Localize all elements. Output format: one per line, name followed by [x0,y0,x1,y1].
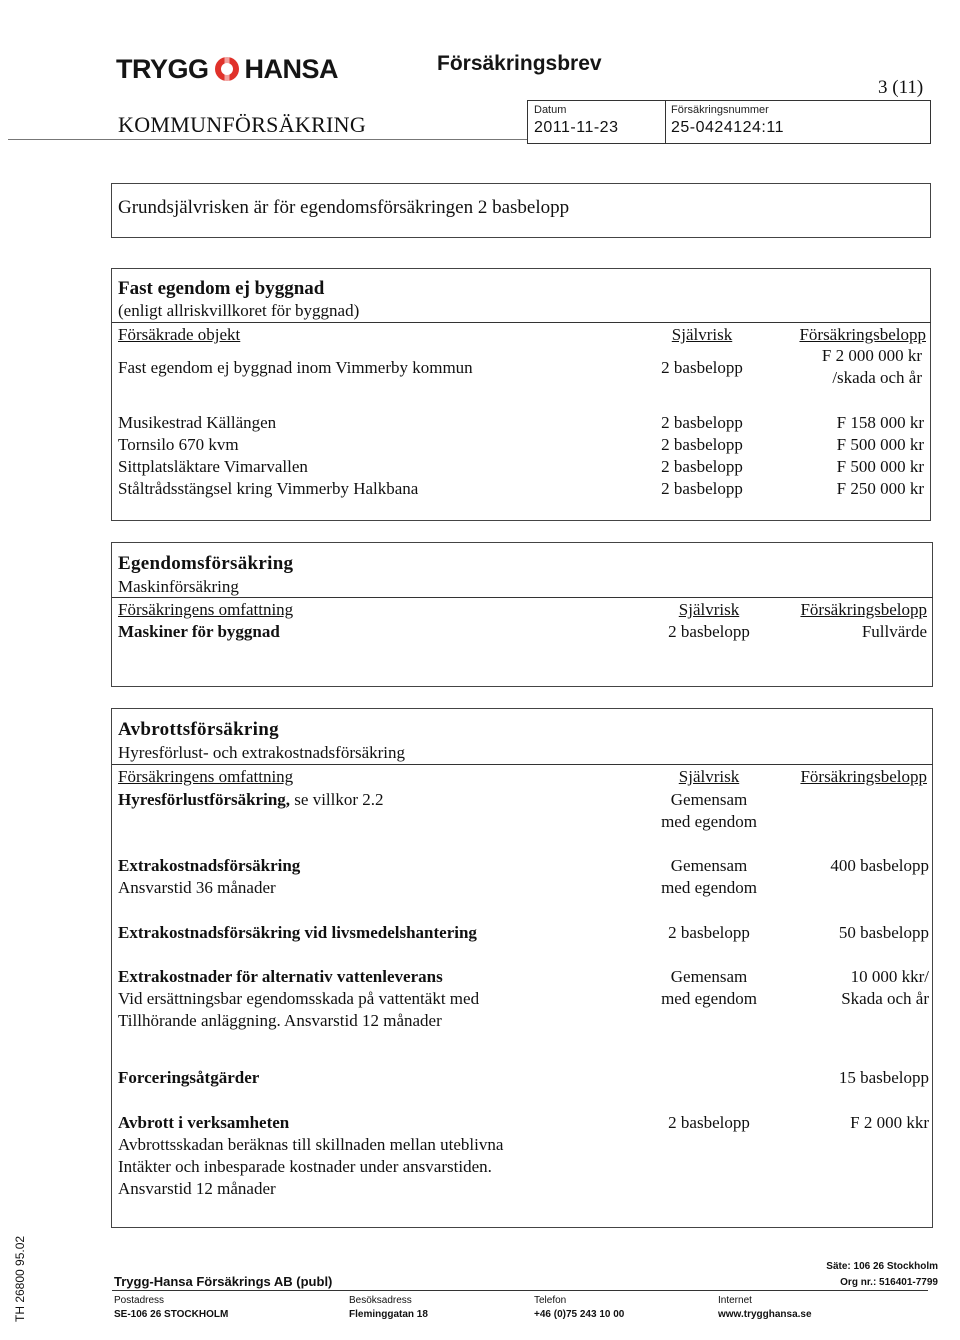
extra-cost-food-deductible: 2 basbelopp [668,923,750,942]
property-section [111,268,931,521]
footer-postal-label: Postadress [114,1295,165,1306]
machinery-row-amount: Fullvärde [861,622,927,641]
col-header-amount: Försäkringsbelopp [800,600,927,619]
footer-org-nr: Org nr.: 516401-7799 [840,1277,938,1288]
section-title: Avbrottsförsäkring [118,719,279,740]
footer-rule [112,1290,928,1291]
section-subtitle: Maskinförsäkring [118,577,239,596]
form-code: TH 26800 95.02 [13,1235,27,1322]
col-header-scope: Försäkringens omfattning [118,600,294,619]
machinery-row-label: Maskiner för byggnad [118,622,280,641]
section-rule [112,322,931,323]
deductible-note-box [111,183,931,238]
item-deductible: 2 basbelopp [661,479,743,498]
item-label: Tornsilo 670 kvm [118,435,239,454]
item-label: Ståltrådsstängsel kring Vimmerby Halkbana [118,479,419,498]
header-rule [8,139,528,140]
footer-company: Trygg-Hansa Försäkrings AB (publ) [114,1274,333,1289]
water-supply-line-1: Vid ersättningsbar egendomsskada på vattentäkt med [118,989,480,1008]
section-title: Egendomsförsäkring [118,553,294,574]
item-deductible: 2 basbelopp [661,435,743,454]
footer-phone-label: Telefon [534,1295,567,1306]
document-title: Försäkringsbrev [437,52,602,75]
extra-cost-food-label: Extrakostnadsförsäkring vid livsmedelshantering [118,923,477,942]
business-interruption-line-1: Avbrottsskadan beräknas till skillnaden mellan uteblivna [118,1135,504,1154]
trygg-hansa-logo [116,52,338,86]
water-supply-deductible-1: Gemensam [670,967,748,986]
rent-loss-deductible-1: Gemensam [670,790,748,809]
water-supply-amount-2: Skada och år [841,989,929,1008]
insurance-type: KOMMUNFÖRSÄKRING [118,112,367,137]
rent-loss-deductible-2: med egendom [661,812,757,831]
section-title: Fast egendom ej byggnad [118,278,325,299]
item-amount: F 500 000 kr [836,457,924,476]
col-header-amount: Försäkringsbelopp [800,767,927,786]
extra-cost-label: Extrakostnadsförsäkring [118,856,301,875]
footer-visit-label: Besöksadress [349,1295,412,1306]
footer-visit-value: Fleminggatan 18 [349,1309,428,1320]
extra-cost-sub: Ansvarstid 36 månader [118,878,276,897]
item-label: Musikestrad Källängen [118,413,277,432]
col-header-deductible: Självrisk [678,600,740,619]
section-rule [112,764,933,765]
business-interruption-label: Avbrott i verksamheten [118,1113,290,1132]
logo-text-right: HANSA [244,53,339,84]
header-info-box [527,100,931,144]
water-supply-amount-1: 10 000 kkr/ [850,967,929,986]
section-subtitle: Hyresförlust- och extrakostnadsförsäkring [118,743,406,762]
interruption-section [111,708,933,1228]
forcing-amount: 15 basbelopp [838,1068,929,1087]
main-row-amount-note: /skada och år [832,368,922,387]
water-supply-label: Extrakostnader för alternativ vattenleverans [118,967,443,986]
logo-text-left: TRYGG [116,53,209,84]
main-row-amount: F 2 000 000 kr [821,346,922,365]
item-label: Sittplatsläktare Vimarvallen [118,457,308,476]
item-deductible: 2 basbelopp [661,457,743,476]
business-interruption-amount: F 2 000 kkr [850,1113,929,1132]
footer-seat: Säte: 106 26 Stockholm [826,1261,938,1272]
extra-cost-deductible-2: med egendom [661,878,757,897]
date-value: 2011-11-23 [534,119,619,136]
business-interruption-line-3: Ansvarstid 12 månader [118,1179,276,1198]
item-amount: F 158 000 kr [836,413,924,432]
policy-number-label: Försäkringsnummer [671,104,769,116]
water-supply-deductible-2: med egendom [661,989,757,1008]
footer-internet-value: www.trygghansa.se [718,1309,812,1320]
main-row-label: Fast egendom ej byggnad inom Vimmerby kommun [118,358,473,377]
main-row-deductible: 2 basbelopp [661,358,743,377]
deductible-note: Grundsjälvrisken är för egendomsförsäkringen 2 basbelopp [118,197,570,218]
section-rule [112,597,933,598]
footer-phone-value: +46 (0)75 243 10 00 [534,1309,625,1320]
item-deductible: 2 basbelopp [661,413,743,432]
col-header-deductible: Självrisk [678,767,740,786]
footer-postal-value: SE-106 26 STOCKHOLM [114,1309,229,1320]
col-header-object: Försäkrade objekt [118,325,241,344]
extra-cost-amount: 400 basbelopp [830,856,929,875]
water-supply-line-2: Tillhörande anläggning. Ansvarstid 12 månader [118,1011,442,1030]
extra-cost-food-amount: 50 basbelopp [838,923,929,942]
extra-cost-deductible-1: Gemensam [670,856,748,875]
machinery-row-deductible: 2 basbelopp [668,622,750,641]
machinery-section [111,542,933,687]
col-header-deductible: Självrisk [671,325,733,344]
col-header-scope: Försäkringens omfattning [118,767,294,786]
forcing-label: Forceringsåtgärder [118,1068,260,1087]
col-header-amount: Försäkringsbelopp [799,325,926,344]
business-interruption-deductible: 2 basbelopp [668,1113,750,1132]
rent-loss-label-bold: Hyresförlustförsäkring, [118,790,291,809]
item-amount: F 500 000 kr [836,435,924,454]
policy-number-value: 25-0424124:11 [671,119,784,136]
business-interruption-line-2: Intäkter och inbesparade kostnader under ansvarstiden. [118,1157,492,1176]
page-number: 3 (11) [878,77,924,98]
section-subtitle: (enligt allriskvillkoret för byggnad) [118,301,360,320]
footer-internet-label: Internet [718,1295,752,1306]
rent-loss-label [118,789,384,811]
rent-loss-label-rest: se villkor 2.2 [290,790,384,809]
logo-shield-icon [213,55,241,83]
item-amount: F 250 000 kr [836,479,924,498]
date-label: Datum [534,104,567,116]
